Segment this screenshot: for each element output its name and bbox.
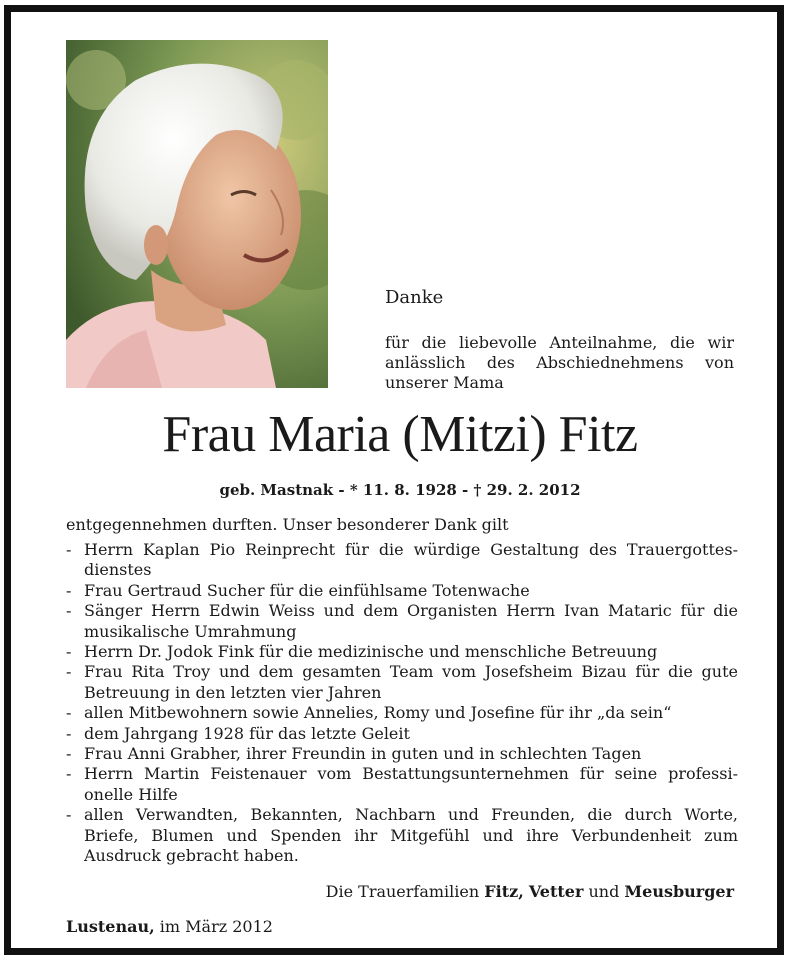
family-signature [326, 882, 734, 901]
place-date [66, 917, 273, 936]
intro-line: für die liebevolle Anteilnahme, die wir [385, 333, 734, 352]
thanks-item [66, 662, 738, 703]
deceased-name: Frau Maria (Mitzi) Fitz [162, 406, 638, 463]
family-conjunction: und [588, 882, 620, 901]
family-name-fitz: Fitz, [484, 882, 524, 901]
thanks-line: Herrn Dr. Jodok Fink für die medizinische und menschliche Betreuung [84, 642, 658, 662]
thanks-line: Herrn Kaplan Pio Reinprecht für die würdige Gestaltung des Trauergottes- [84, 540, 738, 559]
thanks-line: Betreuung in den letzten vier Jahren [84, 682, 382, 702]
list-dash: - [66, 805, 72, 825]
thanks-item [66, 724, 738, 744]
list-dash: - [66, 601, 72, 621]
thanks-line: allen Mitbewohnern sowie Annelies, Romy und Josefine für ihr „da sein“ [84, 703, 672, 723]
lead-sentence: entgegennehmen durften. Unser besonderer Dank gilt [66, 515, 509, 534]
thanks-item [66, 764, 738, 805]
intro-line: anlässlich des Abschiednehmens von [385, 353, 734, 372]
thanks-item [66, 642, 738, 662]
family-name-meusburger: Meusburger [624, 882, 734, 901]
thanks-line: Frau Anni Grabher, ihrer Freundin in guten und in schlechten Tagen [84, 744, 642, 764]
portrait-photo [66, 40, 328, 388]
list-dash: - [66, 744, 72, 764]
thanks-line: Herrn Martin Feistenauer vom Bestattungsunternehmen für seine professi- [84, 764, 738, 784]
thanks-list [66, 540, 738, 867]
thanks-item [66, 581, 738, 601]
thanks-line: Ausdruck gebracht haben. [84, 846, 299, 866]
thanks-line: musikalische Umrahmung [84, 621, 297, 641]
thanks-line: Briefe, Blumen und Spenden ihr Mitgefühl und ihre Verbundenheit zum [84, 825, 738, 845]
intro-line: unserer Mama [385, 373, 504, 392]
thanks-line: allen Verwandten, Bekannten, Nachbarn und Freunden, die durch Worte, [84, 805, 738, 825]
list-dash: - [66, 703, 72, 723]
place-date-text: im März 2012 [159, 917, 273, 936]
list-dash: - [66, 662, 72, 682]
thanks-line: Frau Gertraud Sucher für die einfühlsame Totenwache [84, 580, 530, 600]
family-name-vetter: Vetter [528, 882, 584, 901]
family-prefix: Die Trauerfamilien [325, 882, 480, 901]
list-dash: - [66, 540, 72, 559]
thanks-line: dem Jahrgang 1928 für das letzte Geleit [84, 723, 410, 743]
list-dash: - [66, 723, 72, 743]
list-dash: - [66, 642, 72, 662]
birth-death-dates: geb. Mastnak - * 11. 8. 1928 - † 29. 2. 2012 [219, 481, 581, 499]
list-dash: - [66, 764, 72, 784]
thanks-line: onelle Hilfe [84, 784, 178, 804]
thanks-item [66, 601, 738, 642]
place-city: Lustenau, [66, 917, 155, 936]
thanks-item [66, 805, 738, 866]
intro-text [385, 333, 734, 393]
thanks-item [66, 703, 738, 723]
list-dash: - [66, 580, 72, 600]
thanks-line: dienstes [84, 560, 152, 580]
thanks-line: Sänger Herrn Edwin Weiss und dem Organisten Herrn Ivan Mataric für die [84, 601, 738, 621]
heading-danke: Danke [385, 287, 444, 308]
thanks-line: Frau Rita Troy und dem gesamten Team vom Josefsheim Bizau für die gute [84, 662, 738, 682]
thanks-item [66, 540, 738, 581]
thanks-item [66, 744, 738, 764]
